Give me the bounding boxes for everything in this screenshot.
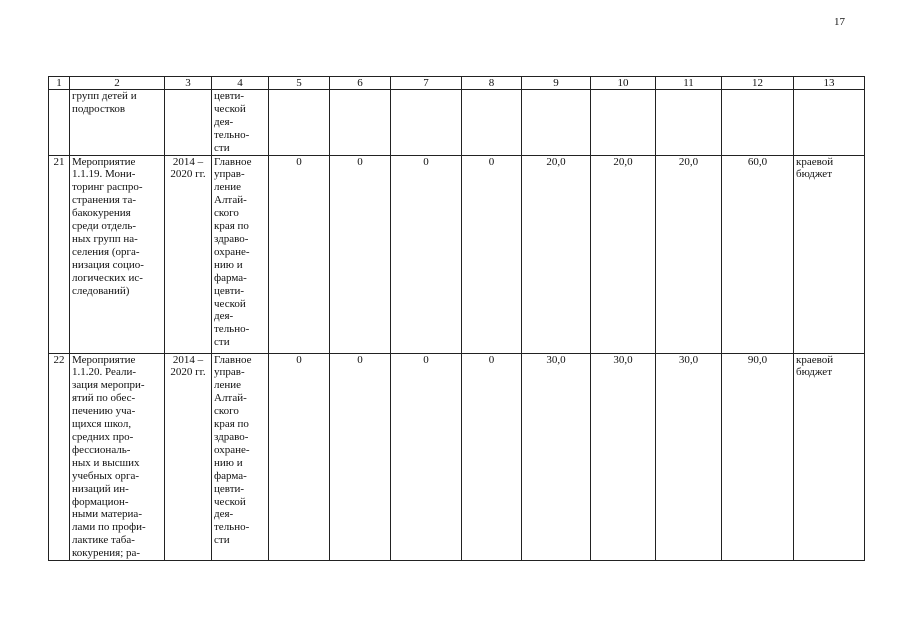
column-number-cell: 3 [165, 77, 212, 90]
executor-cell-line: ческой [214, 102, 246, 115]
executor-cell-line: управ- [214, 366, 245, 379]
executor-cell-line: дея- [214, 115, 234, 128]
column-number-cell: 7 [391, 77, 462, 90]
activity-cell [70, 155, 165, 353]
executor-cell-line: тельно- [214, 521, 250, 534]
executor-cell-line: цевти- [214, 284, 245, 297]
column-number-cell: 9 [522, 77, 591, 90]
executor-cell-line: здраво- [214, 430, 249, 443]
funding-source-cell-line: краевой [796, 155, 834, 168]
executor-cell-line: нию и [214, 258, 243, 271]
funding-value-cell [269, 90, 330, 156]
activity-cell-line: логических ис- [72, 271, 143, 284]
activity-cell-line: групп детей и [72, 90, 137, 102]
funding-value-cell: 0 [330, 353, 391, 561]
executor-cell-line: Главное [214, 155, 252, 168]
table-row [49, 155, 865, 353]
funding-value-cell: 0 [462, 353, 522, 561]
executor-cell-line: дея- [214, 310, 234, 323]
activity-cell-line: селения (орга- [72, 245, 140, 258]
funding-value-cell [522, 90, 591, 156]
column-number-cell: 13 [794, 77, 865, 90]
activity-cell-line: Мероприятие [72, 353, 136, 366]
period-cell-line: 2014 – [172, 155, 204, 168]
executor-cell-line: Главное [214, 353, 252, 366]
funding-source-cell [794, 353, 865, 561]
funding-value-cell [591, 90, 656, 156]
executor-cell-line: фарма- [214, 469, 247, 482]
executor-cell-line: здраво- [214, 232, 249, 245]
executor-cell-line: тельно- [214, 323, 250, 336]
column-number-header-row [49, 77, 865, 90]
activity-cell-line: зация меропри- [72, 379, 145, 392]
table-row [49, 90, 865, 156]
funding-value-cell: 30,0 [591, 353, 656, 561]
activity-cell-line: ных и высших [72, 456, 140, 469]
activity-cell-line: печению уча- [72, 405, 136, 418]
executor-cell-line: ление [214, 379, 242, 392]
budget-table [48, 76, 865, 561]
activity-cell-line: средних про- [72, 430, 134, 443]
executor-cell-line: ческой [214, 297, 246, 310]
activity-cell-line: странения та- [72, 194, 137, 207]
funding-value-cell: 0 [462, 155, 522, 353]
activity-cell-line: подростков [72, 102, 126, 115]
page-number: 17 [834, 16, 845, 28]
activity-cell-line: учебных орга- [72, 469, 140, 482]
row-number-cell [49, 90, 70, 156]
column-number-cell: 8 [462, 77, 522, 90]
executor-cell-line: управ- [214, 168, 245, 181]
activity-cell-line: 1.1.19. Мони- [72, 168, 136, 181]
period-cell [165, 155, 212, 353]
funding-value-cell [462, 90, 522, 156]
activity-cell [70, 353, 165, 561]
funding-source-cell-line: краевой [796, 353, 834, 366]
activity-cell [70, 90, 165, 156]
executor-cell-line: ского [214, 405, 239, 418]
funding-value-cell: 30,0 [522, 353, 591, 561]
funding-value-cell: 0 [330, 155, 391, 353]
activity-cell-line: среди отдель- [72, 220, 137, 233]
executor-cell-line: Алтай- [214, 194, 247, 207]
executor-cell-line: тельно- [214, 128, 250, 141]
executor-cell-line: охране- [214, 443, 250, 456]
funding-value-cell: 60,0 [722, 155, 794, 353]
activity-cell-line: ных групп на- [72, 232, 138, 245]
period-cell-line: 2014 – [172, 353, 204, 366]
executor-cell-line: края по [214, 418, 249, 431]
executor-cell-line: сти [214, 141, 230, 154]
column-number-cell: 1 [49, 77, 70, 90]
activity-cell-line: торинг распро- [72, 181, 143, 194]
funding-value-cell [722, 90, 794, 156]
funding-value-cell [656, 90, 722, 156]
executor-cell-line: цевти- [214, 482, 245, 495]
executor-cell-line: цевти- [214, 90, 245, 102]
funding-value-cell: 0 [391, 155, 462, 353]
activity-cell-line: Мероприятие [72, 155, 136, 168]
activity-cell-line: формацион- [72, 495, 129, 508]
activity-cell-line: бакокурения [72, 207, 131, 220]
executor-cell-line: дея- [214, 508, 234, 521]
funding-value-cell [391, 90, 462, 156]
funding-source-cell-line: бюджет [796, 168, 832, 181]
activity-cell-line: фессиональ- [72, 443, 131, 456]
executor-cell [212, 90, 269, 156]
table-body [49, 90, 865, 561]
column-number-cell: 11 [656, 77, 722, 90]
funding-value-cell: 0 [269, 155, 330, 353]
executor-cell-line: фарма- [214, 271, 247, 284]
period-cell [165, 90, 212, 156]
column-number-cell: 6 [330, 77, 391, 90]
activity-cell-line: ятий по обес- [72, 392, 136, 405]
funding-source-cell [794, 155, 865, 353]
executor-cell-line: ческой [214, 495, 246, 508]
period-cell-line: 2020 гг. [170, 366, 206, 379]
executor-cell-line: ского [214, 207, 239, 220]
funding-value-cell [330, 90, 391, 156]
funding-value-cell: 20,0 [522, 155, 591, 353]
activity-cell-line: лактике таба- [72, 534, 135, 547]
table-row [49, 353, 865, 561]
executor-cell-line: края по [214, 220, 249, 233]
executor-cell-line: Алтай- [214, 392, 247, 405]
funding-value-cell: 20,0 [656, 155, 722, 353]
executor-cell-line: сти [214, 534, 230, 547]
activity-cell-line: кокурения; ра- [72, 547, 141, 560]
funding-value-cell: 0 [269, 353, 330, 561]
executor-cell-line: нию и [214, 456, 243, 469]
funding-value-cell: 90,0 [722, 353, 794, 561]
activity-cell-line: 1.1.20. Реали- [72, 366, 137, 379]
row-number-cell: 22 [49, 353, 70, 561]
activity-cell-line: щихся школ, [72, 418, 132, 431]
executor-cell-line: сти [214, 336, 230, 349]
activity-cell-line: ными материа- [72, 508, 142, 521]
activity-cell-line: низация социо- [72, 258, 144, 271]
executor-cell [212, 155, 269, 353]
row-number-cell: 21 [49, 155, 70, 353]
executor-cell-line: ление [214, 181, 242, 194]
executor-cell [212, 353, 269, 561]
activity-cell-line: следований) [72, 284, 130, 297]
column-number-cell: 4 [212, 77, 269, 90]
column-number-cell: 2 [70, 77, 165, 90]
funding-value-cell: 20,0 [591, 155, 656, 353]
activity-cell-line: лами по профи- [72, 521, 146, 534]
column-number-cell: 10 [591, 77, 656, 90]
column-number-cell: 12 [722, 77, 794, 90]
activity-cell-line: низаций ин- [72, 482, 129, 495]
funding-source-cell [794, 90, 865, 156]
period-cell [165, 353, 212, 561]
funding-source-cell-line: бюджет [796, 366, 832, 379]
column-number-cell: 5 [269, 77, 330, 90]
funding-value-cell: 0 [391, 353, 462, 561]
executor-cell-line: охране- [214, 245, 250, 258]
period-cell-line: 2020 гг. [170, 168, 206, 181]
funding-value-cell: 30,0 [656, 353, 722, 561]
